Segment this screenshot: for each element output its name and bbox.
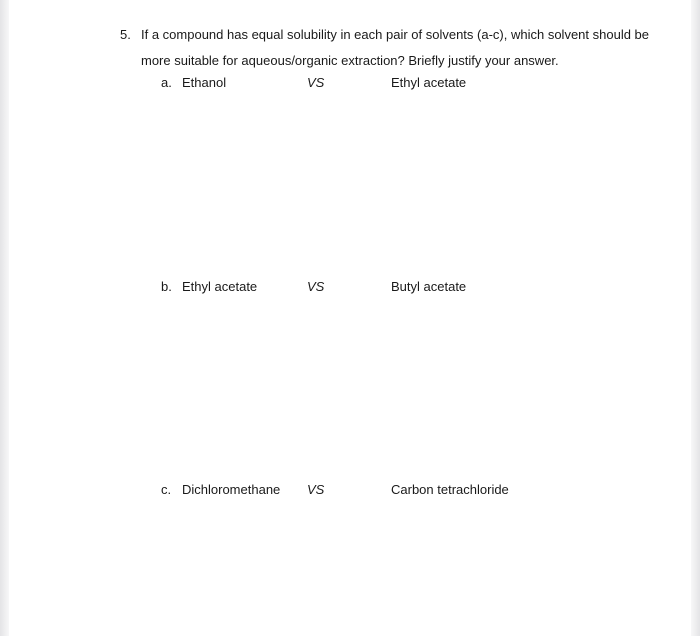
option-letter: c.	[161, 482, 172, 497]
option-letter: a.	[161, 75, 172, 90]
versus-label: VS	[307, 482, 325, 497]
question-number: 5.	[120, 27, 131, 42]
option-left-solvent: Ethyl acetate	[182, 279, 258, 294]
option-row-c	[0, 481, 700, 499]
question-block	[120, 22, 660, 74]
option-row-a	[0, 74, 700, 92]
option-row-b	[0, 278, 700, 296]
versus-label: VS	[307, 279, 325, 294]
versus-label: VS	[307, 75, 325, 90]
page-shadow-left	[0, 0, 9, 636]
page-shadow-right	[691, 0, 700, 636]
option-right-solvent: Butyl acetate	[391, 279, 467, 294]
option-right-solvent: Carbon tetrachloride	[391, 482, 509, 497]
option-letter: b.	[161, 279, 172, 294]
option-left-solvent: Ethanol	[182, 75, 227, 90]
option-right-solvent: Ethyl acetate	[391, 75, 467, 90]
question-text: If a compound has equal solubility in each pair of solvents (a-c), which solvent should be more suitable for aqueous/organic extraction? Briefly justify your answer.	[141, 27, 650, 68]
option-left-solvent: Dichloromethane	[182, 482, 281, 497]
